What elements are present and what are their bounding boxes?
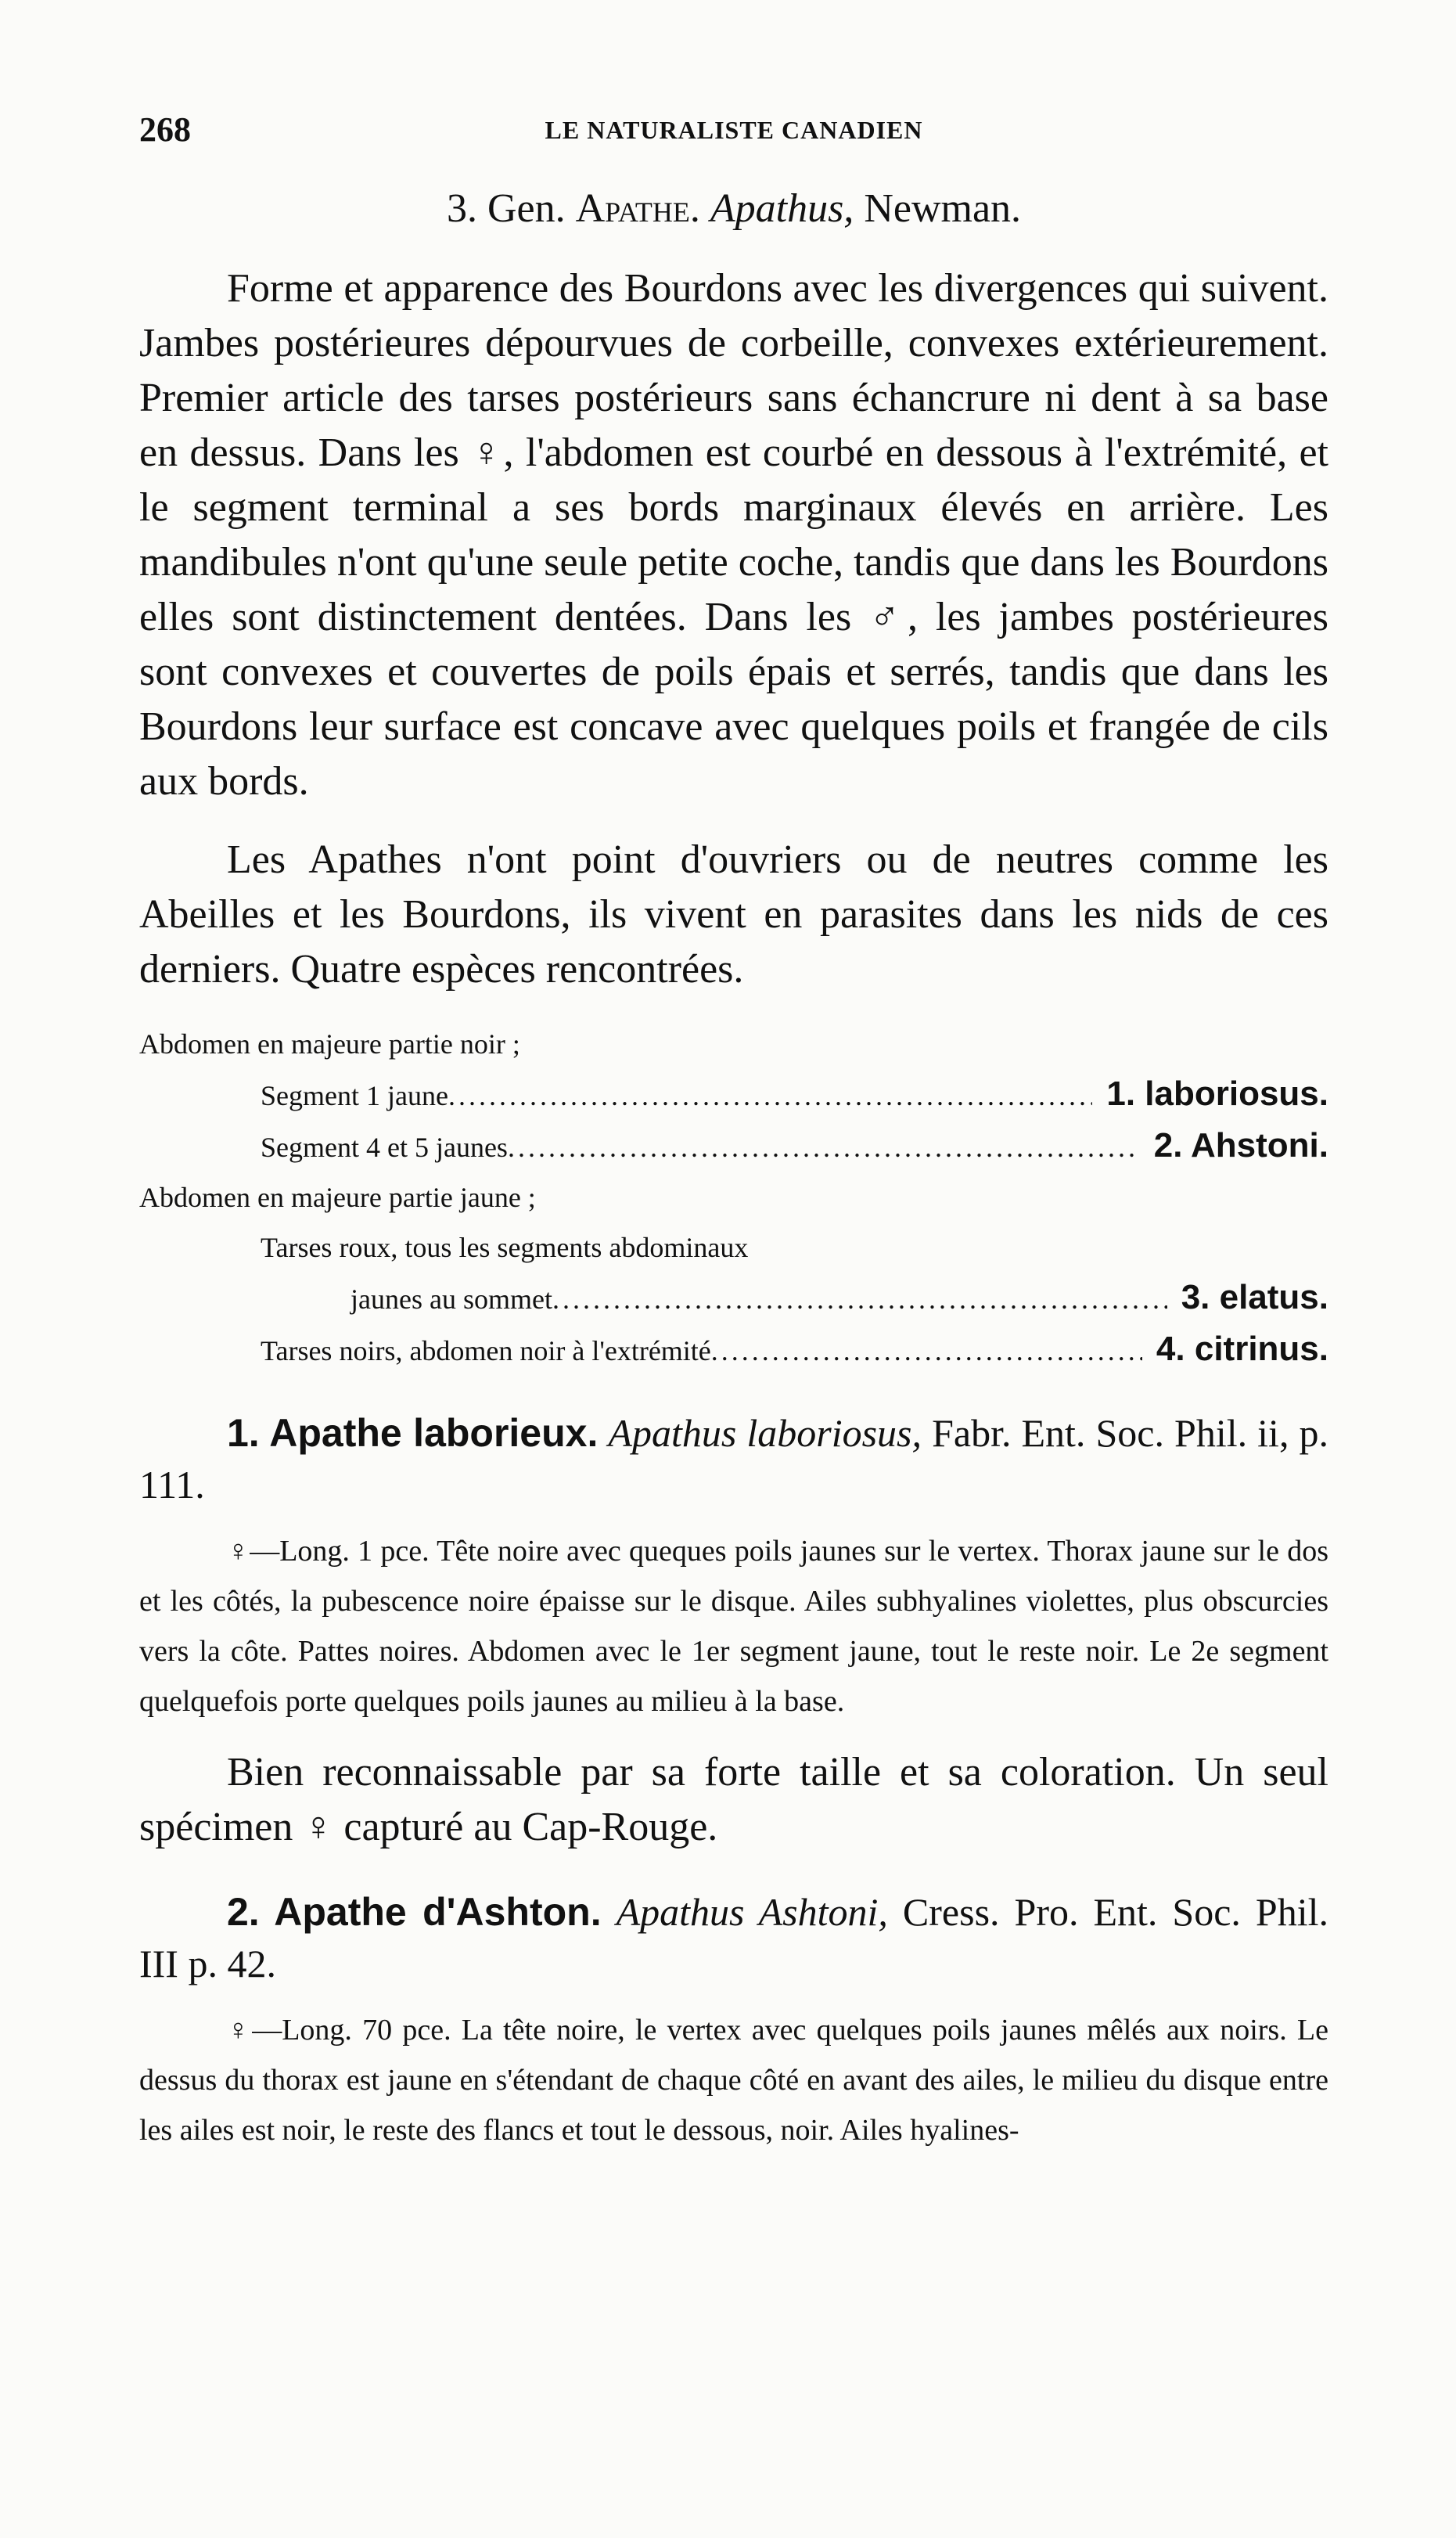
genus-heading (139, 185, 1328, 233)
key-entry-laboriosus: Segment 1 jaune ..... 1. laboriosus. (139, 1069, 1328, 1121)
genus-latin-name: Apathus, (710, 186, 854, 231)
identification-key (139, 1019, 1328, 1376)
species-2-heading: 2. Apathe d'Ashton. Apathus Ashtoni, Cress. Pro. Ent. Soc. Phil. III p. 42. (139, 1890, 1329, 1986)
genus-parasite-paragraph: Les Apathes n'ont point d'ouvriers ou de neutres comme les Abeilles et les Bourdons, ils vivent en parasites dans les nids de ces derniers. Quatre espèces rencontrées. (139, 837, 1328, 992)
journal-title: LE NATURALISTE CANADIEN (545, 116, 923, 144)
key-couplet-b1-line: Tarses roux, tous les segments abdominaux (261, 1232, 749, 1264)
genus-french-name: Apathe. (575, 186, 700, 231)
species-1-description: ♀—Long. 1 pce. Tête noire avec queques poils jaunes sur le vertex. Thorax jaune sur le dos et les côtés, la pubescence noire épaisse sur le disque. Ailes subhyalines violettes, plus obscurcies vers la côte. Pattes noires. Abdomen avec le 1er segment jaune, tout le reste noir. Le 2e segment quelquefois porte quelques poils jaunes au milieu à la base. (139, 1535, 1328, 1719)
key-entry-elatus: jaunes au sommet ..... 3. elatus. (139, 1273, 1328, 1324)
genus-number: 3. Gen. (446, 186, 566, 231)
running-head (139, 110, 1328, 157)
species-2-description: ♀—Long. 70 pce. La tête noire, le vertex avec quelques poils jaunes mêlés aux noirs. Le dessus du thorax est jaune en s'étendant de chaque côté en avant des ailes, le milieu du disque entre les ailes est noir, le reste des flancs et tout le dessous, noir. Ailes hyalines- (139, 2014, 1328, 2147)
document-page (139, 110, 1328, 2174)
key-couplet-b: Abdomen en majeure partie jaune ; (139, 1182, 536, 1214)
key-entry-ahstoni: Segment 4 et 5 jaunes ..... 2. Ahstoni. (139, 1121, 1328, 1172)
genus-author: Newman. (864, 186, 1022, 231)
species-1-heading: 1. Apathe laborieux. Apathus laboriosus, Fabr. Ent. Soc. Phil. ii, p. 111. (139, 1411, 1328, 1507)
page-number: 268 (139, 110, 191, 149)
species-1-note: Bien reconnaissable par sa forte taille et sa coloration. Un seul spécimen ♀ capturé au Cap-Rouge. (139, 1750, 1328, 1850)
genus-description-paragraph: Forme et apparence des Bourdons avec les divergences qui suivent. Jambes postérieures dépourvues de corbeille, convexes extérieurement. Premier article des tarses postérieurs sans échancrure ni dent à sa base en dessus. Dans les ♀, l'abdomen est courbé en dessous à l'extrémité, et le segment terminal a ses bords marginaux élevés en arrière. Les mandibules n'ont qu'une seule petite coche, tandis que dans les Bourdons elles sont distinctement dentées. Dans les ♂, les jambes postérieures sont convexes et couvertes de poils épais et serrés, tandis que dans les Bourdons leur surface est concave avec quelques poils et frangée de cils aux bords. (139, 266, 1328, 805)
key-entry-citrinus: Tarses noirs, abdomen noir à l'extrémité ..... 4. citrinus. (139, 1324, 1328, 1376)
key-couplet-a: Abdomen en majeure partie noir ; (139, 1028, 520, 1060)
